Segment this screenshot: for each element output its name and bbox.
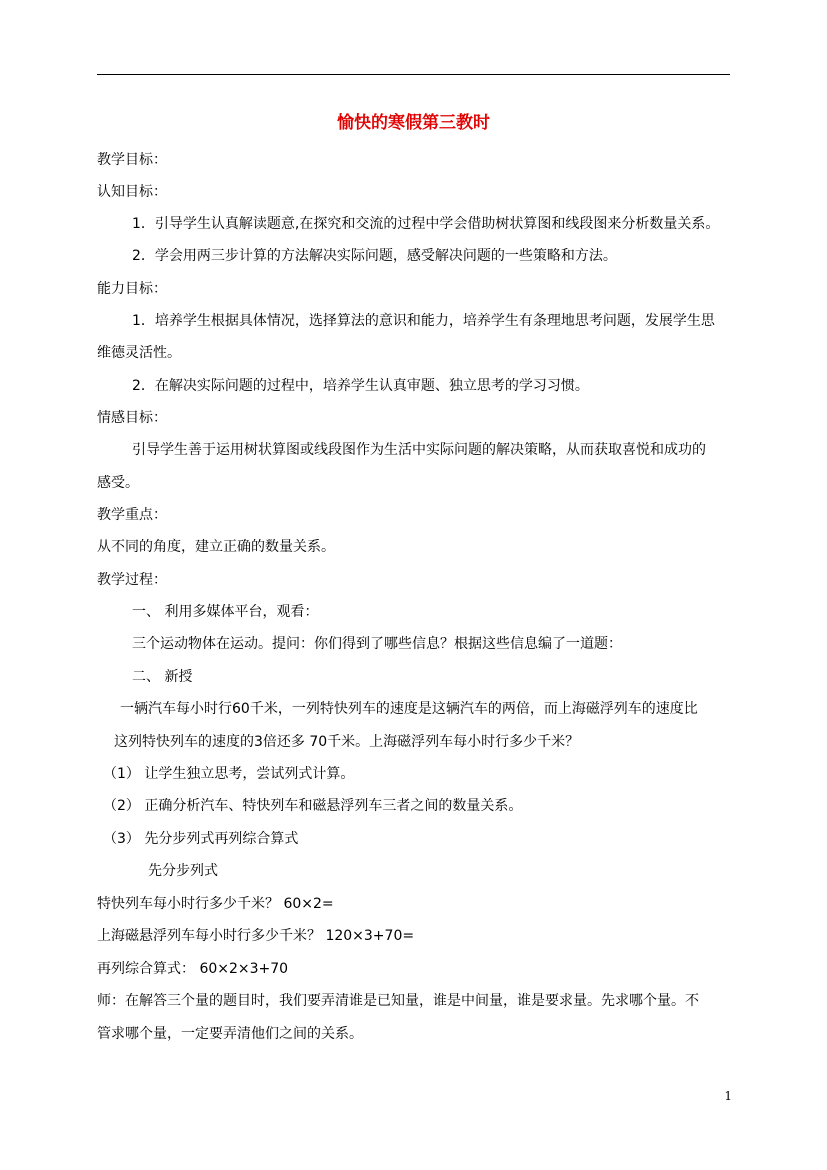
text-line: 师：在解答三个量的题目时，我们要弄清谁是已知量，谁是中间量，谁是要求量。先求哪个量。不 (97, 993, 699, 1009)
text-line: 引导学生善于运用树状算图或线段图作为生活中实际问题的解决策略，从而获取喜悦和成功的 (132, 442, 706, 458)
text-line: 2．学会用两三步计算的方法解决实际问题，感受解决问题的一些策略和方法。 (132, 248, 617, 264)
text-line: （3） 先分步列式再列综合算式 (103, 831, 299, 847)
text-line: 教学重点： (97, 507, 167, 523)
text-line: 教学过程： (97, 572, 167, 588)
text-line: 三个运动物体在运动。提问：你们得到了哪些信息？根据这些信息编了一道题： (132, 636, 622, 652)
document-title: 愉快的寒假第三教时 (337, 113, 490, 133)
text-line: 2．在解决实际问题的过程中，培养学生认真审题、独立思考的学习习惯。 (132, 378, 589, 394)
text-line: 维德灵活性。 (97, 345, 181, 361)
text-line: 情感目标： (97, 410, 167, 426)
text-line: （2） 正确分析汽车、特快列车和磁悬浮列车三者之间的数量关系。 (103, 798, 523, 814)
page-number: 1 (724, 1089, 732, 1103)
text-line: 特快列车每小时行多少千米？ 60×2= (97, 896, 334, 912)
text-line: 先分步列式 (148, 863, 218, 879)
text-line: 一辆汽车每小时行60千米，一列特快列车的速度是这辆汽车的两倍，而上海磁浮列车的速度比 (120, 701, 698, 717)
text-line: 感受。 (97, 475, 139, 491)
text-line: （1） 让学生独立思考，尝试列式计算。 (103, 766, 355, 782)
text-line: 这列特快列车的速度的3倍还多 70千米。上海磁浮列车每小时行多少千米？ (114, 734, 580, 750)
text-line: 教学目标： (97, 152, 167, 168)
text-line: 从不同的角度，建立正确的数量关系。 (97, 539, 335, 555)
text-line: 上海磁悬浮列车每小时行多少千米？ 120×3+70= (97, 928, 415, 944)
header-rule (97, 74, 730, 75)
text-line: 1．培养学生根据具体情况，选择算法的意识和能力，培养学生有条理地思考问题，发展学生思 (132, 313, 715, 329)
text-line: 1．引导学生认真解读题意,在探究和交流的过程中学会借助树状算图和线段图来分析数量关系。 (132, 216, 720, 232)
text-line: 认知目标： (97, 184, 167, 200)
text-line: 管求哪个量，一定要弄清他们之间的关系。 (97, 1026, 363, 1042)
text-line: 二、 新授 (132, 669, 193, 685)
text-line: 一、 利用多媒体平台，观看： (132, 604, 319, 620)
text-line: 再列综合算式： 60×2×3+70 (97, 961, 289, 977)
text-line: 能力目标： (97, 281, 167, 297)
